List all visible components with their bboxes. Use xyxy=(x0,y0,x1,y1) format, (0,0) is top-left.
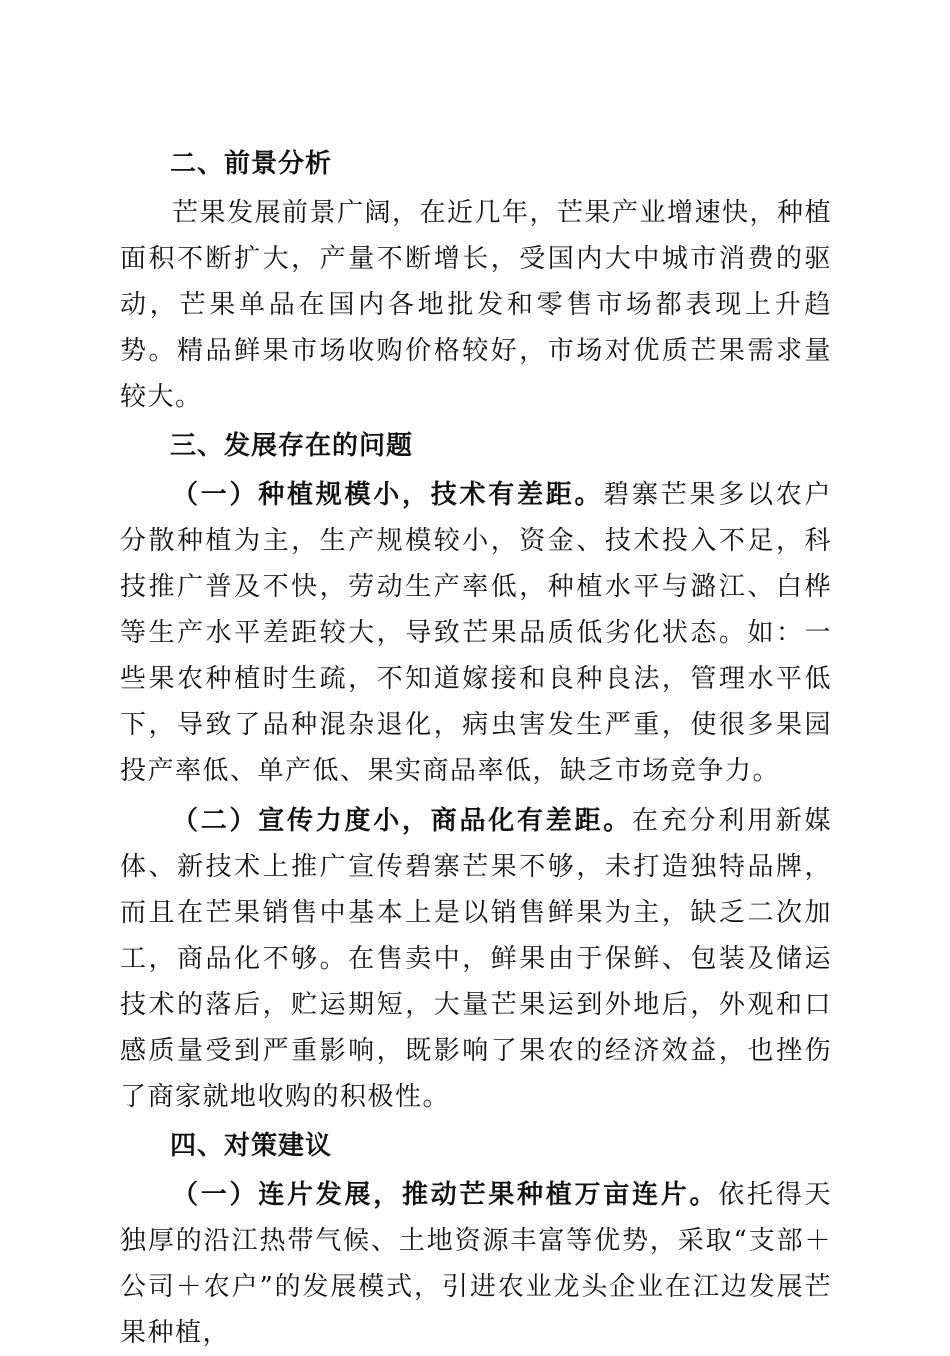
section-heading-countermeasures: 四、对策建议 xyxy=(170,1131,333,1161)
paragraph-text: 芒果发展前景广阔，在近几年，芒果产业增速快，种植面积不断扩大，产量不断增长，受国内大中城市消费的驱动，芒果单品在国内各地批发和零售市场都表现上升趋势。精品鲜果市场收购价格较好，市场对优质芒果需求量较大。 xyxy=(120,198,833,412)
paragraph-prospect xyxy=(120,190,832,420)
paragraph-text: 依托得天独厚的沿江热带气候、土地资源丰富等优势，采取“支部＋公司＋农户”的发展模式，引进农业龙头企业在江边发展芒果种植， xyxy=(120,1180,832,1348)
paragraph-text: 在充分利用新媒体、新技术上推广宣传碧寨芒果不够，未打造独特品牌，而且在芒果销售中基本上是以销售鲜果为主，缺乏二次加工，商品化不够。在售卖中，鲜果由于保鲜、包装及储运技术的落后，贮运期短，大量芒果运到外地后，外观和口感质量受到严重影响，既影响了果农的经济效益，也挫伤了商家就地收购的积极性。 xyxy=(120,806,832,1112)
paragraph-problem-promotion xyxy=(120,798,832,1120)
section-heading-problems: 三、发展存在的问题 xyxy=(170,431,414,461)
section-heading-prospect-analysis: 二、前景分析 xyxy=(170,149,333,179)
paragraph-lead: （一）种植规模小，技术有差距。 xyxy=(172,480,604,510)
paragraph-text: 碧寨芒果多以农户分散种植为主，生产规模较小，资金、技术投入不足，科技推广普及不快，劳动生产率低，种植水平与潞江、白桦等生产水平差距较大，导致芒果品质低劣化状态。如：一些果农种植时生疏，不知道嫁接和良种良法，管理水平低下，导致了品种混杂退化，病虫害发生严重，使很多果园投产率低、单产低、果实商品率低，缺乏市场竞争力。 xyxy=(120,480,832,786)
paragraph-countermeasure-contiguous xyxy=(120,1172,832,1356)
paragraph-lead: （二）宣传力度小，商品化有差距。 xyxy=(172,806,632,836)
paragraph-lead: （一）连片发展，推动芒果种植万亩连片。 xyxy=(172,1180,719,1210)
paragraph-problem-planting-scale xyxy=(120,472,832,794)
document-body xyxy=(120,138,832,1356)
